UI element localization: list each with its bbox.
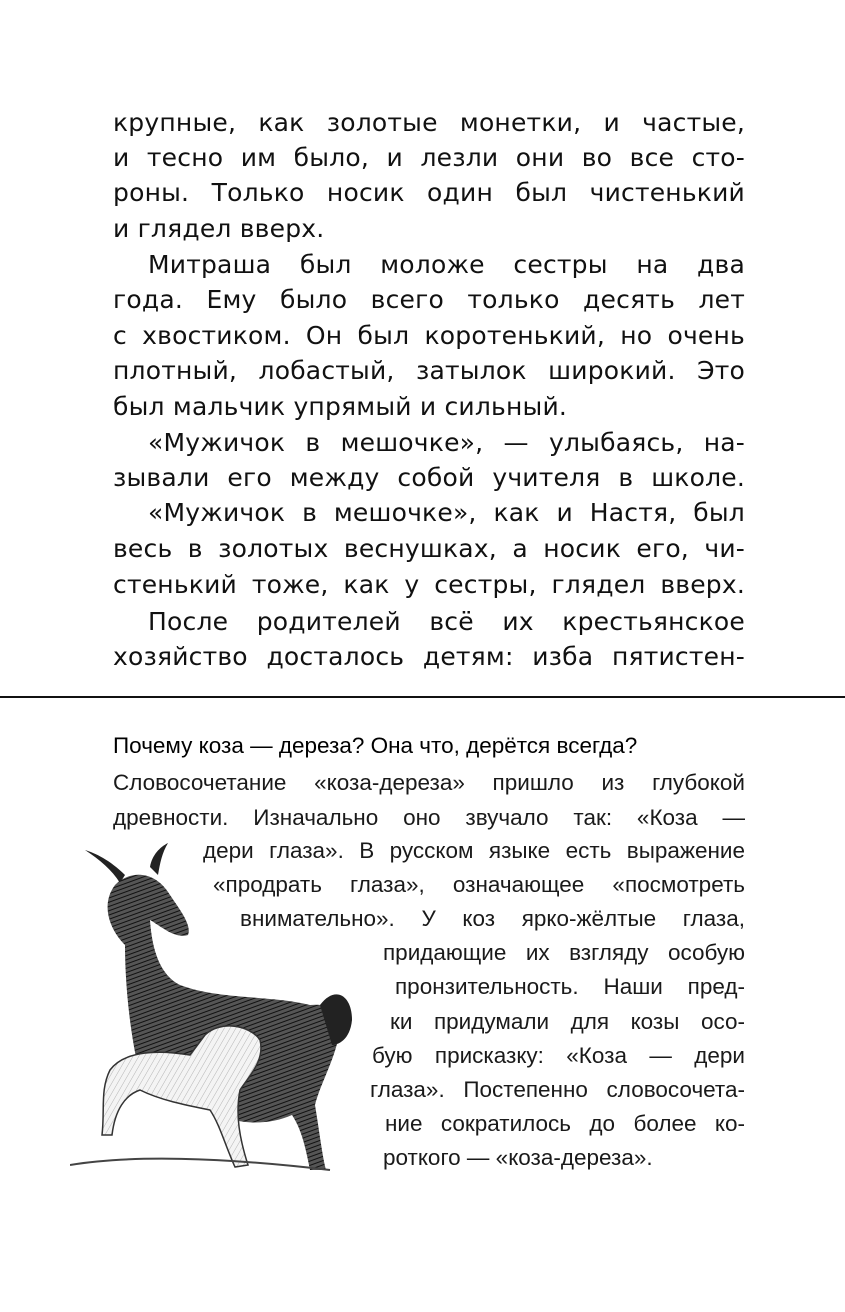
text-line: зывали его между собой учителя в школе.	[113, 463, 745, 492]
text-line: «Мужичок в мешочке», — улыбаясь, на-	[148, 428, 745, 457]
text-line: весь в золотых веснушках, а носик его, чи-	[113, 534, 745, 563]
text-line: глаза». Постепенно словосочета-	[370, 1077, 745, 1102]
text-line: хозяйство досталось детям: изба пятистен-	[113, 642, 745, 671]
text-line: «Мужичок в мешочке», как и Настя, был	[148, 498, 745, 527]
text-line: После родителей всё их крестьянское	[148, 607, 745, 636]
text-line: плотный, лобастый, затылок широкий. Это	[113, 356, 745, 385]
text-line: ки придумали для козы осо-	[390, 1009, 745, 1034]
text-line: Митраша был моложе сестры на два	[148, 250, 745, 279]
text-line: и тесно им было, и лезли они во все сто-	[113, 143, 745, 172]
text-line: стенький тоже, как у сестры, глядел вверх.	[113, 570, 745, 599]
section-divider	[0, 696, 845, 698]
text-line: придающие их взгляду особую	[383, 940, 745, 965]
text-line: древности. Изначально оно звучало так: «Коза —	[113, 805, 745, 830]
text-line: и глядел вверх.	[113, 214, 325, 243]
text-line: «продрать глаза», означающее «посмотреть	[213, 872, 745, 897]
goat-illustration	[70, 835, 370, 1180]
text-line: роны. Только носик один был чистенький	[113, 178, 745, 207]
text-line: пронзительность. Наши пред-	[395, 974, 745, 999]
text-line: Словосочетание «коза-дереза» пришло из глубокой	[113, 770, 745, 795]
text-line: бую присказку: «Коза — дери	[372, 1043, 745, 1068]
text-line: года. Ему было всего только десять лет	[113, 285, 745, 314]
text-line: дери глаза». В русском языке есть выражение	[203, 838, 745, 863]
text-line: роткого — «коза-дереза».	[383, 1145, 653, 1170]
text-line: крупные, как золотые монетки, и частые,	[113, 108, 745, 137]
sidebar-title: Почему коза — дереза? Она что, дерётся всегда?	[113, 733, 638, 758]
text-line: был мальчик упрямый и сильный.	[113, 392, 568, 421]
text-line: ние сократилось до более ко-	[385, 1111, 745, 1136]
text-line: внимательно». У коз ярко-жёлтые глаза,	[240, 906, 745, 931]
text-line: с хвостиком. Он был коротенький, но очень	[113, 321, 745, 350]
